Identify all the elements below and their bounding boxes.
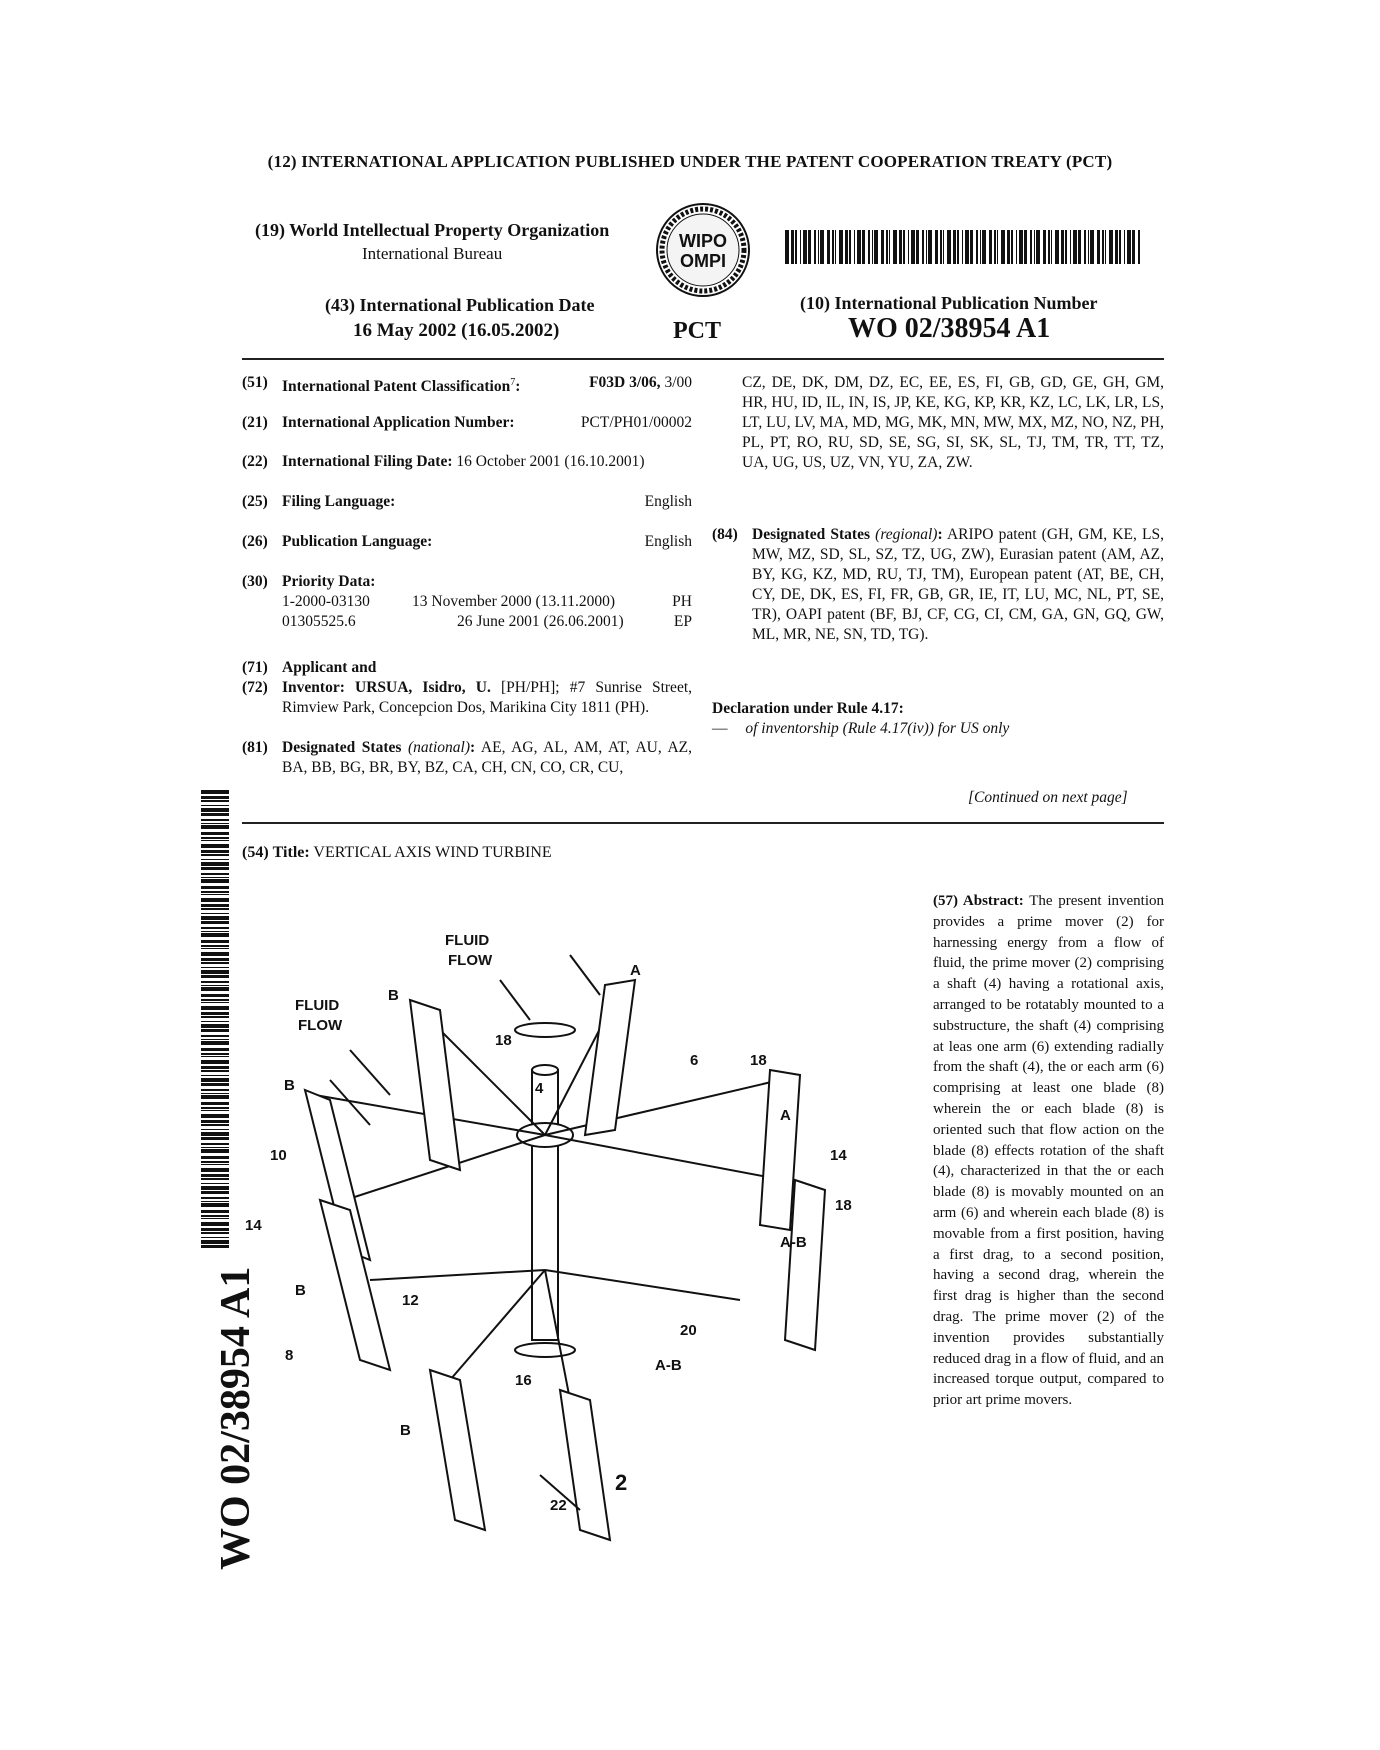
barcode-bar [201,1107,229,1109]
publication-date-label: (43) International Publication Date [325,295,595,315]
barcode-bar [201,1024,229,1028]
barcode-bar [201,913,229,914]
organization-name: (19) World Intellectual Property Organization [255,220,610,240]
barcode-bar [201,1161,229,1163]
barcode-bar [201,850,229,853]
barcode-bar [201,1228,229,1231]
barcode-bar [785,230,789,264]
barcode-bar [1019,230,1023,264]
label-6: 6 [690,1052,699,1069]
barcode-bar [201,981,229,983]
barcode-bar [808,230,811,264]
barcode-bar [201,952,229,956]
barcode-bar [1115,230,1118,264]
barcode-bar [1007,230,1010,264]
barcode-bar [201,1222,229,1226]
barcode-bar [201,921,229,924]
barcode-bar [201,1237,229,1238]
barcode-bar [201,1110,229,1111]
barcode-bar [835,230,836,264]
barcode-bar [201,1183,229,1184]
label-10: 10 [270,1147,287,1164]
label-A-right: A [780,1107,791,1124]
barcode-bar [1024,230,1027,264]
barcode-bar [935,230,938,264]
barcode-bar [849,230,851,264]
barcode-bar [201,1048,229,1051]
barcode-bar [1030,230,1032,264]
barcode-bar [201,877,229,878]
label-B-top: B [388,987,399,1004]
label-18-top: 18 [495,1032,512,1049]
declaration-label: Declaration under Rule 4.17: [712,700,904,717]
barcode-bar [201,948,229,949]
barcode-bar [818,230,819,264]
barcode-bar [1084,230,1086,264]
barcode-bar [814,230,816,264]
barcode-bar [827,230,830,264]
barcode-bar [795,230,797,264]
barcode-bar [201,1215,229,1217]
barcode-bar [201,886,229,889]
barcode-bar [889,230,890,264]
barcode-bar [201,808,229,812]
barcode-bar [201,975,229,978]
barcode-bar [201,879,229,883]
field-81-continued: CZ, DE, DK, DM, DZ, EC, EE, ES, FI, GB, GD, GE, GH, GM, HR, HU, ID, IL, IN, IS, JP, KE, KG, KP, KR, KZ, LC, LK, LR, LS, LT, LU, LV, MA, MD, MG, MK, MN, MW, MX, MZ, NO, NZ, PH, PL, PT, RO, RU, SD, SE, SG, SI, SK, SL, TJ, TM, TR, TT, TZ, UA, UG, US, UZ, VN, YU, ZA, ZW. [742,374,1164,471]
label-B-bottom: B [400,1422,411,1439]
barcode-bar [1124,230,1125,264]
barcode-bar [201,1178,229,1180]
barcode-bar [201,790,229,794]
title-rule [242,822,1164,824]
publication-number-value: WO 02/38954 A1 [848,313,1051,344]
barcode-bar [201,867,229,870]
barcode-bar [201,1132,229,1136]
label-8: 8 [285,1347,294,1364]
barcode-bar [201,967,229,968]
barcode-bar [839,230,843,264]
barcode-bar [201,1021,229,1022]
barcode-bar [947,230,951,264]
barcode-bar [201,873,229,875]
barcode-bar [201,1218,229,1219]
barcode-bar [201,1147,229,1148]
barcode-bar [201,916,229,920]
barcode-bar [1055,230,1059,264]
barcode-bar [201,1078,229,1082]
label-2: 2 [615,1470,628,1495]
barcode-bar [1051,230,1052,264]
barcode-bar [201,1245,229,1248]
barcode-bar [803,230,807,264]
barcode-bar [201,1056,229,1057]
barcode-bar [893,230,897,264]
barcode-bar [201,1240,229,1244]
label-12: 12 [402,1292,419,1309]
abstract: (57) Abstract: The present invention provides a prime mover (2) for harnessing energy from a flow of fluid, the prime mover (2) comprising a shaft (4) having a rotational axis, arranged to be rotatably mounted to a substructure, the shaft (4) comprising at leas one arm (6) extending radially from the shaft (4), the or each arm (6) comprising at least one blade (8) wherein the or each blade (8) is oriented such that flow action on the blade (8) effects rotation of the shaft (4), characterized in that the or each blade (8) is movably mounted on an arm (6) and wherein each blade (8) is movable from a first position, having a first drag, to a second position, having a second drag, wherein the first drag is higher than the second drag. The prime mover (2) of the invention provides substantially reduced drag in a flow of fluid, and an increased torque output, compared to prior art prime movers. [933,893,1164,1409]
barcode-bar [926,230,927,264]
barcode-bar [928,230,932,264]
barcode-bar [1119,230,1121,264]
barcode-bar [201,805,229,806]
barcode-bar [201,1095,229,1099]
barcode-bar [201,1016,229,1018]
barcode-bar [1132,230,1135,264]
publication-number-label: (10) International Publication Number [800,293,1098,313]
barcode-bar [201,1120,229,1123]
barcode-bar [1036,230,1040,264]
barcode-bar [965,230,969,264]
barcode-bar [201,1203,229,1207]
barcode-bar [201,987,229,991]
barcode-bar [1001,230,1005,264]
barcode-bar [872,230,873,264]
barcode-bar [201,800,229,802]
barcode-bar [201,1070,229,1072]
barcode-bar [1070,230,1071,264]
barcode-bar [201,904,229,907]
barcode-bar [1138,230,1140,264]
barcode-bar [874,230,878,264]
barcode-side [201,790,229,1250]
invention-title: (54) Title: VERTICAL AXIS WIND TURBINE [242,844,552,861]
label-A-B-lower: A-B [655,1357,682,1374]
barcode-bar [201,1124,229,1126]
barcode-bar [201,931,229,932]
barcode-bar [201,1012,229,1015]
barcode-bar [201,840,229,841]
label-B-left: B [284,1077,295,1094]
barcode-bar [976,230,978,264]
barcode-bar [201,927,229,929]
label-18-lower: 18 [835,1197,852,1214]
barcode-bar [922,230,924,264]
barcode-bar [1097,230,1100,264]
barcode-bar [201,933,229,937]
declaration-item: — of inventorship (Rule 4.17(iv)) for US only [712,720,1010,737]
label-A-B-right: A-B [780,1234,807,1251]
turbine-figure [245,930,910,1550]
label-22: 22 [550,1497,567,1514]
organization-bureau: International Bureau [362,244,503,263]
barcode-bar [911,230,915,264]
barcode-bar [201,994,229,997]
barcode-bar [800,230,801,264]
barcode-bar [201,1137,229,1140]
wipo-logo [655,202,751,298]
barcode-bar [994,230,996,264]
barcode-bar [1073,230,1077,264]
barcode-bar [845,230,848,264]
barcode-bar [1016,230,1017,264]
barcode-bar [997,230,998,264]
barcode-bar [201,1210,229,1213]
barcode-bar [832,230,834,264]
publication-date-value: 16 May 2002 (16.05.2002) [353,320,560,341]
barcode-bar [201,823,229,824]
barcode-bar [982,230,986,264]
barcode-bar [201,891,229,893]
barcode-bar [201,1053,229,1055]
barcode-bar [201,1083,229,1086]
barcode-bar [201,1039,229,1040]
barcode-bar [201,1075,229,1076]
document-header: (12) INTERNATIONAL APPLICATION PUBLISHED UNDER THE PATENT COOPERATION TREATY (PCT) [267,152,1113,171]
barcode-bar [201,999,229,1001]
barcode-bar [201,1168,229,1172]
barcode-bar [201,958,229,961]
barcode-bar [201,1114,229,1118]
barcode-bar [201,945,229,947]
flow-label-1-line1: FLUID [445,932,490,949]
barcode-bar [886,230,888,264]
barcode-bar [1048,230,1050,264]
barcode-bar [1034,230,1035,264]
barcode-bar [201,859,229,860]
barcode-bar [1105,230,1106,264]
flow-label-2-line2: FLOW [298,1017,343,1034]
side-publication-number: WO 02/38954 A1 [213,1266,259,1570]
barcode-bar [1078,230,1081,264]
barcode-bar [980,230,981,264]
barcode-bar [201,825,229,829]
barcode-bar [201,1186,229,1190]
barcode-bar [899,230,902,264]
barcode-bar [857,230,861,264]
barcode-bar [201,1089,229,1091]
label-A-top: A [630,962,641,979]
barcode-bar [201,1201,229,1202]
barcode-bar [881,230,884,264]
barcode-bar [201,1093,229,1094]
barcode-bar [201,796,229,799]
barcode-bar [201,1197,229,1199]
barcode-bar [940,230,942,264]
barcode-bar [201,962,229,964]
barcode-bar [791,230,794,264]
barcode-bar [908,230,909,264]
label-14-left: 14 [245,1217,262,1234]
barcode-bar [201,1191,229,1194]
barcode-bar [1043,230,1046,264]
logo-text-top: WIPO [679,231,727,251]
barcode-bar [989,230,992,264]
barcode-bar [903,230,905,264]
priority-row: 01305525.6 26 June 2001 (26.06.2001) EP [282,613,692,630]
barcode-bar [201,985,229,986]
continued-note: [Continued on next page] [968,789,1128,806]
barcode-bar [201,1232,229,1234]
barcode-bar [201,862,229,866]
label-B-lower: B [295,1282,306,1299]
barcode-bar [916,230,919,264]
barcode-bar [201,1066,229,1069]
logo-text-bottom: OMPI [679,251,727,271]
barcode-bar [201,1060,229,1064]
barcode-bar [1127,230,1131,264]
barcode-bar [201,940,229,943]
barcode-bar [201,1041,229,1045]
barcode-bar [953,230,956,264]
header-rule [242,358,1164,360]
flow-label-2-line1: FLUID [295,997,340,1014]
barcode-bar [201,1006,229,1010]
barcode-bar [1011,230,1013,264]
label-16: 16 [515,1372,532,1389]
barcode-bar [943,230,944,264]
barcode-bar [1088,230,1089,264]
barcode-bar [201,832,229,835]
barcode-bar [201,970,229,974]
barcode-bar [1061,230,1064,264]
barcode-bar [201,854,229,856]
priority-row: 1-2000-03130 13 November 2000 (13.11.2000) PH [282,593,692,610]
label-4: 4 [535,1080,544,1097]
barcode-bar [201,844,229,848]
barcode-bar [957,230,959,264]
label-14-right: 14 [830,1147,847,1164]
barcode-bar [201,1149,229,1153]
barcode-bar [201,837,229,839]
barcode-bar [201,1156,229,1159]
flow-label-1-line2: FLOW [448,952,493,969]
barcode-bar [201,1129,229,1130]
label-18-right: 18 [750,1052,767,1069]
barcode-bar [201,1029,229,1032]
barcode-bar [1065,230,1067,264]
barcode-bar [201,1174,229,1177]
pct-label: PCT [673,318,721,344]
barcode-bar [201,813,229,816]
barcode-bar [201,1035,229,1037]
barcode-bar [201,1102,229,1105]
barcode-bar [201,908,229,910]
barcode-bar [970,230,973,264]
barcode-bar [201,894,229,895]
barcode-bar [1109,230,1113,264]
barcode-bar [201,819,229,821]
barcode-top [785,230,1140,264]
barcode-bar [820,230,824,264]
label-20: 20 [680,1322,697,1339]
barcode-bar [862,230,865,264]
barcode-bar [1090,230,1094,264]
barcode-bar [854,230,855,264]
barcode-bar [201,1143,229,1145]
barcode-bar [1102,230,1104,264]
barcode-bar [201,1164,229,1165]
barcode-bar [962,230,963,264]
barcode-bar [201,898,229,902]
barcode-bar [868,230,870,264]
barcode-bar [201,1002,229,1003]
